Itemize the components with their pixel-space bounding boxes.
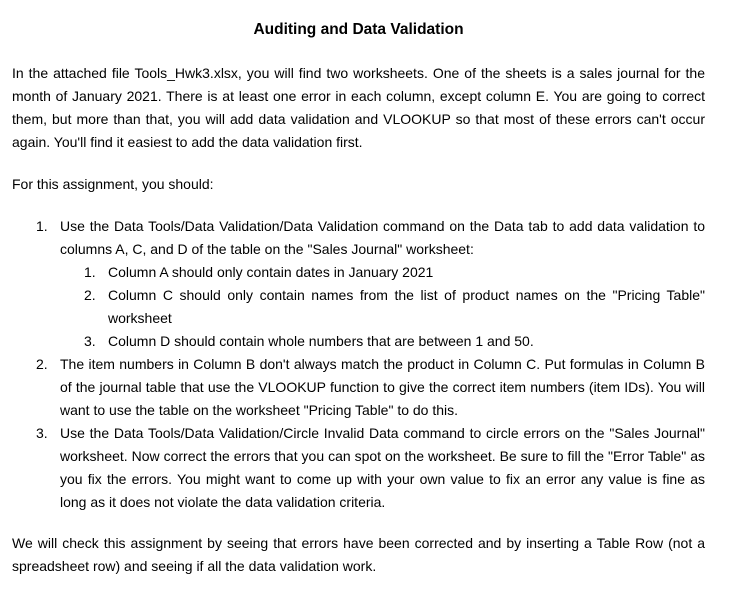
substep-item-1 — [84, 261, 705, 284]
substep-text: Column C should only contain names from the list of product names on the "Pricing Table" worksheet — [108, 287, 705, 326]
substep-number: 1. — [84, 264, 96, 280]
substep-number: 3. — [84, 333, 96, 349]
step-text: The item numbers in Column B don't always match the product in Column C. Put formulas in Column B of the journal table that use the VLOOKUP function to give the correct item numbers (item IDs). You will want to use the table on the worksheet "Pricing Table" to do this. — [60, 356, 705, 418]
step-number: 1. — [36, 218, 48, 234]
substep-item-2 — [84, 284, 705, 330]
substep-text: Column A should only contain dates in January 2021 — [108, 264, 434, 280]
step-number: 2. — [36, 356, 48, 372]
substep-number: 2. — [84, 287, 96, 303]
substep-text: Column D should contain whole numbers that are between 1 and 50. — [108, 333, 534, 349]
step-item-2 — [36, 353, 705, 422]
step-item-1 — [36, 215, 705, 353]
substeps-list — [60, 261, 705, 353]
step-number: 3. — [36, 425, 48, 441]
substep-item-3 — [84, 330, 705, 353]
steps-list — [12, 215, 705, 514]
intro-paragraph: In the attached file Tools_Hwk3.xlsx, you will find two worksheets. One of the sheets is a sales journal for the month of January 2021. There is at least one error in each column, except column E. You are going to correct them, but more than that, you will add data validation and VLOOKUP so that most of these errors can't occur again. You'll find it easiest to add the data validation first. — [12, 65, 705, 150]
step-text: Use the Data Tools/Data Validation/Circle Invalid Data command to circle errors on the "Sales Journal" worksheet. Now correct the errors that you can spot on the worksheet. Be sure to fill the "Error Table" as you fix the errors. You might want to come up with your own value to fix an error any value is fine as long as it does not violate the data validation criteria. — [60, 425, 705, 510]
step-text: Use the Data Tools/Data Validation/Data Validation command on the Data tab to add data validation to columns A, C, and D of the table on the "Sales Journal" worksheet: — [60, 218, 705, 257]
document-title: Auditing and Data Validation — [253, 21, 464, 38]
closing-paragraph: We will check this assignment by seeing that errors have been corrected and by inserting a Table Row (not a spreadsheet row) and seeing if all the data validation work. — [12, 535, 705, 574]
lead-paragraph: For this assignment, you should: — [12, 176, 214, 192]
step-item-3 — [36, 422, 705, 514]
